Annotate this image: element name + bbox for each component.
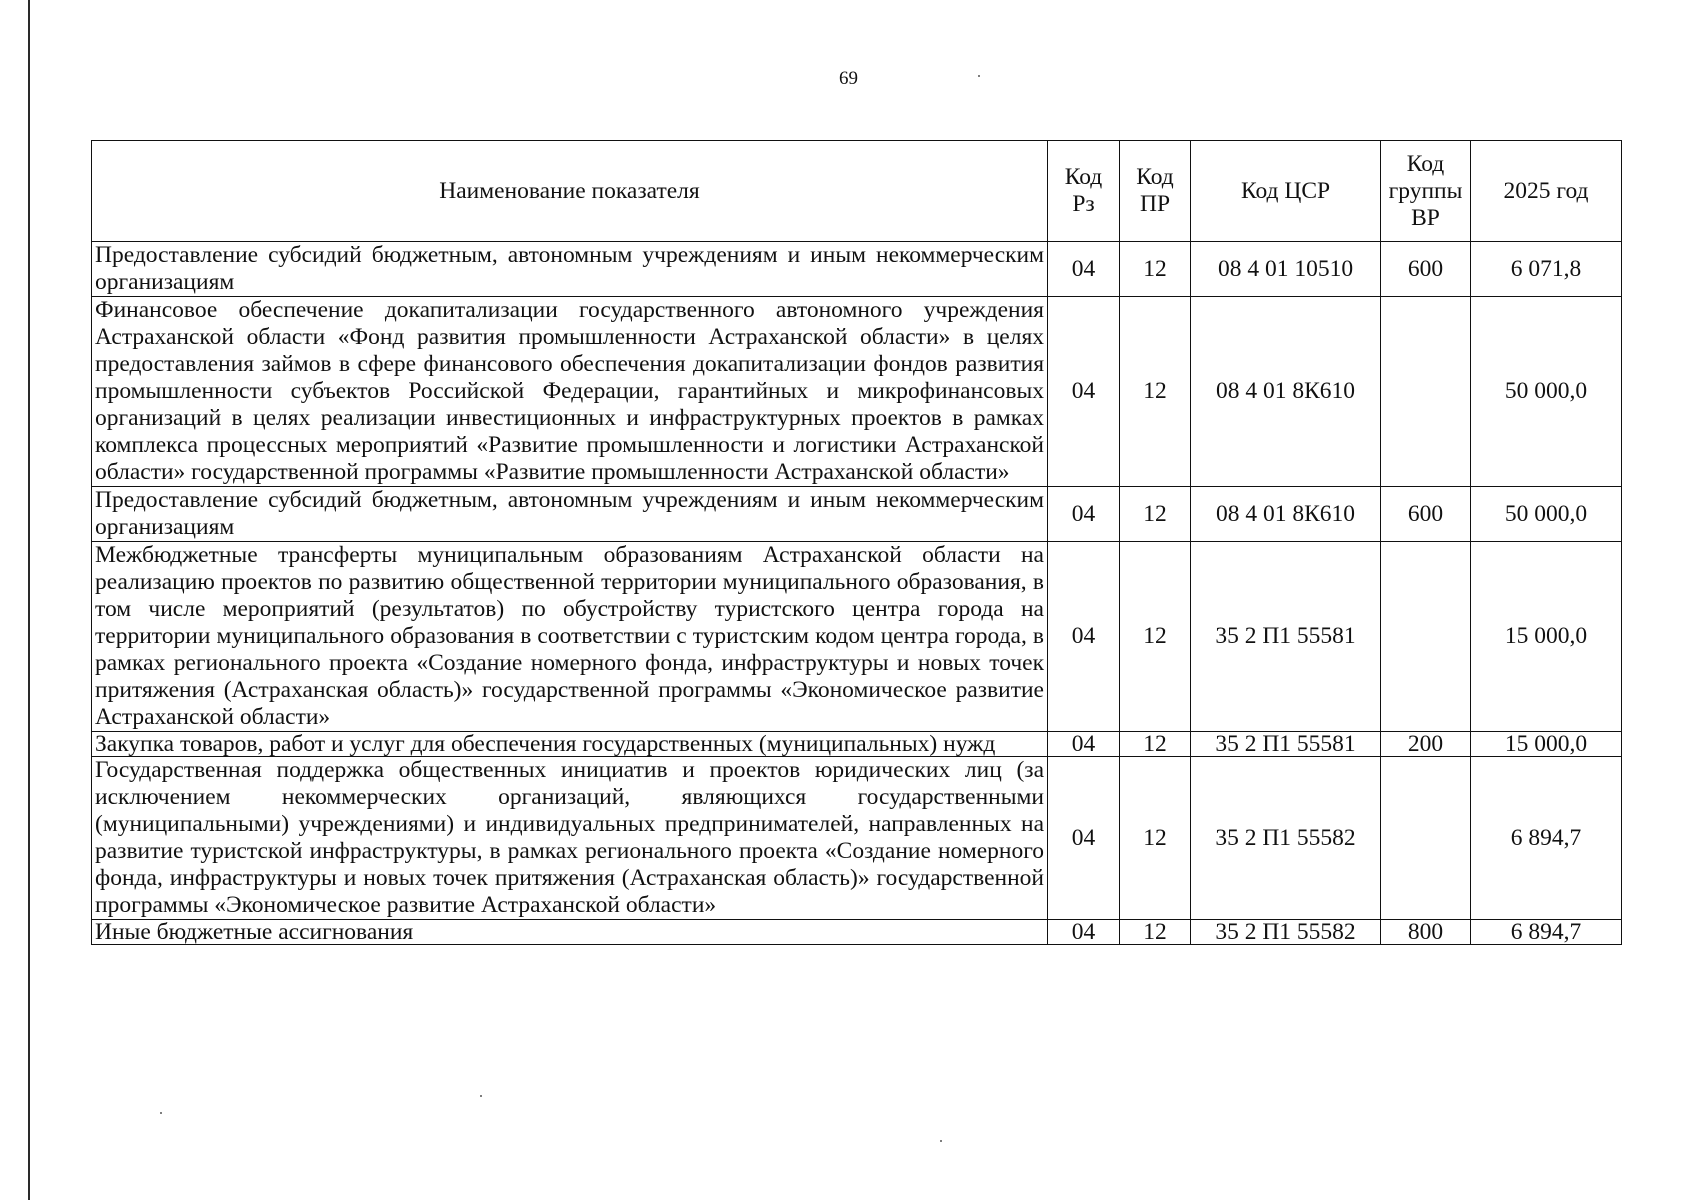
header-year: 2025 год [1471,141,1622,242]
table-row [92,757,1622,920]
row-amount: 50 000,0 [1471,487,1622,542]
page-number: 69 [839,68,858,89]
table-row [92,542,1622,732]
row-rz: 04 [1048,242,1120,297]
table-row [92,297,1622,487]
row-csr: 35 2 П1 55582 [1191,757,1381,920]
row-rz: 04 [1048,297,1120,487]
row-vr: 800 [1381,920,1471,945]
row-pr: 12 [1120,242,1191,297]
budget-table [91,140,1622,945]
header-vr: Код группы ВР [1381,141,1471,242]
row-pr: 12 [1120,542,1191,732]
row-pr: 12 [1120,732,1191,757]
row-pr: 12 [1120,487,1191,542]
row-amount: 6 894,7 [1471,920,1622,945]
row-csr: 35 2 П1 55581 [1191,732,1381,757]
row-csr: 08 4 01 8К610 [1191,297,1381,487]
row-vr [1381,542,1471,732]
row-amount: 15 000,0 [1471,542,1622,732]
row-pr: 12 [1120,920,1191,945]
scan-speck [480,1095,482,1097]
header-name: Наименование показателя [92,141,1048,242]
row-csr: 35 2 П1 55581 [1191,542,1381,732]
row-vr: 200 [1381,732,1471,757]
row-csr: 08 4 01 10510 [1191,242,1381,297]
row-csr: 35 2 П1 55582 [1191,920,1381,945]
row-vr [1381,297,1471,487]
row-name: Государственная поддержка общественных инициатив и проектов юридических лиц (за исключением некоммерческих организаций, являющихся государственными (муниципальными) учреждениями) и индивидуальных предпринимателей, направленных на развитие туристской инфраструктуры, в рамках регионального проекта «Создание номерного фонда, инфраструктуры и новых точек притяжения (Астраханская область)» государственной программы «Экономическое развитие Астраханской области» [92,757,1048,920]
row-name: Финансовое обеспечение докапитализации государственного автономного учреждения Астраханской области «Фонд развития промышленности Астраханской области» в целях предоставления займов в сфере финансового обеспечения докапитализации фондов развития промышленности субъектов Российской Федерации, гарантийных и микрофинансовых организаций в целях реализации инвестиционных и инфраструктурных проектов в рамках комплекса процессных мероприятий «Развитие промышленности и логистики Астраханской области» государственной программы «Развитие промышленности Астраханской области» [92,297,1048,487]
row-name: Межбюджетные трансферты муниципальным образованиям Астраханской области на реализацию проектов по развитию общественной территории муниципального образования, в том числе мероприятий (результатов) по обустройству туристского центра города на территории муниципального образования в соответствии с туристским кодом центра города, в рамках регионального проекта «Создание номерного фонда, инфраструктуры и новых точек притяжения (Астраханская область)» государственной программы «Экономическое развитие Астраханской области» [92,542,1048,732]
scan-speck [160,1112,162,1114]
table-row [92,732,1622,757]
header-csr: Код ЦСР [1191,141,1381,242]
row-csr: 08 4 01 8К610 [1191,487,1381,542]
row-pr: 12 [1120,757,1191,920]
row-amount: 15 000,0 [1471,732,1622,757]
left-margin-line [28,0,30,1200]
table-row [92,487,1622,542]
scan-speck [978,75,980,77]
header-pr: Код ПР [1120,141,1191,242]
row-amount: 6 071,8 [1471,242,1622,297]
row-rz: 04 [1048,732,1120,757]
row-name: Иные бюджетные ассигнования [92,920,1048,945]
row-rz: 04 [1048,542,1120,732]
row-vr: 600 [1381,242,1471,297]
row-name: Предоставление субсидий бюджетным, автономным учреждениям и иным некоммерческим организациям [92,487,1048,542]
row-rz: 04 [1048,920,1120,945]
row-vr: 600 [1381,487,1471,542]
header-rz: Код Рз [1048,141,1120,242]
row-amount: 6 894,7 [1471,757,1622,920]
scan-speck [940,1140,942,1142]
row-vr [1381,757,1471,920]
row-name: Предоставление субсидий бюджетным, автономным учреждениям и иным некоммерческим организациям [92,242,1048,297]
row-rz: 04 [1048,757,1120,920]
table-header-row [92,141,1622,242]
row-amount: 50 000,0 [1471,297,1622,487]
row-pr: 12 [1120,297,1191,487]
row-rz: 04 [1048,487,1120,542]
row-name: Закупка товаров, работ и услуг для обеспечения государственных (муниципальных) нужд [92,732,1048,757]
table-row [92,920,1622,945]
table-row [92,242,1622,297]
